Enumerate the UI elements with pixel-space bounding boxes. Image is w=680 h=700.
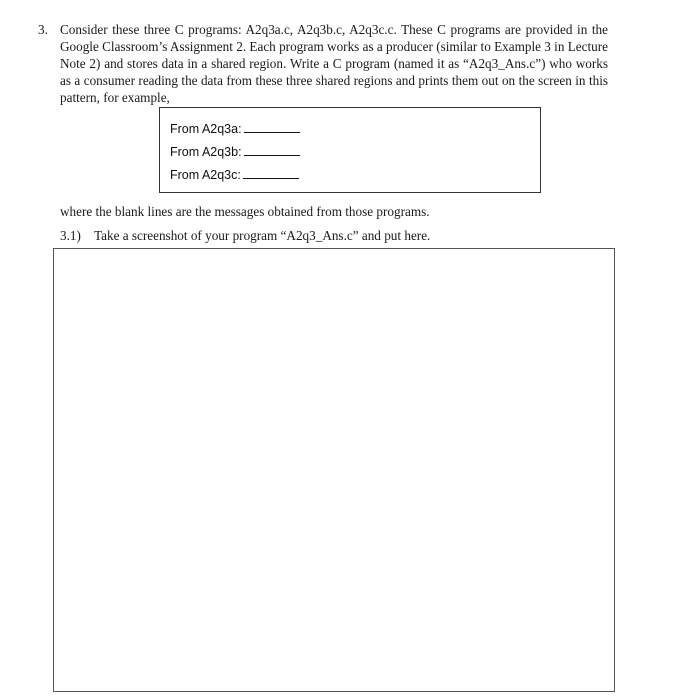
- example-line-a: [170, 122, 300, 136]
- explanation-text: where the blank lines are the messages obtained from those programs.: [60, 204, 430, 219]
- blank-line-c: [243, 168, 299, 179]
- example-label-c: From A2q3c:: [170, 168, 241, 182]
- screenshot-answer-box[interactable]: [53, 248, 615, 692]
- example-output-box: [159, 107, 541, 193]
- question-text: Consider these three C programs: A2q3a.c, A2q3b.c, A2q3c.c. These C programs are provided in the Google Classroom’s Assignment 2. Each program works as a producer (similar to Example 3 in Lecture Note 2) and stores data in a shared region. Write a C program (named it as “A2q3_Ans.c”) who works as a consumer reading the data from these three shared regions and prints them out on the screen in this pattern, for example,: [60, 22, 608, 105]
- question-number: 3.: [38, 22, 48, 37]
- subquestion-number: 3.1): [60, 228, 81, 243]
- example-line-b: [170, 145, 300, 159]
- example-label-a: From A2q3a:: [170, 122, 242, 136]
- blank-line-b: [244, 145, 300, 156]
- subquestion-3-1: [60, 227, 430, 244]
- example-line-c: [170, 168, 299, 182]
- subquestion-text: Take a screenshot of your program “A2q3_Ans.c” and put here.: [94, 228, 431, 243]
- blank-line-a: [244, 122, 300, 133]
- example-label-b: From A2q3b:: [170, 145, 242, 159]
